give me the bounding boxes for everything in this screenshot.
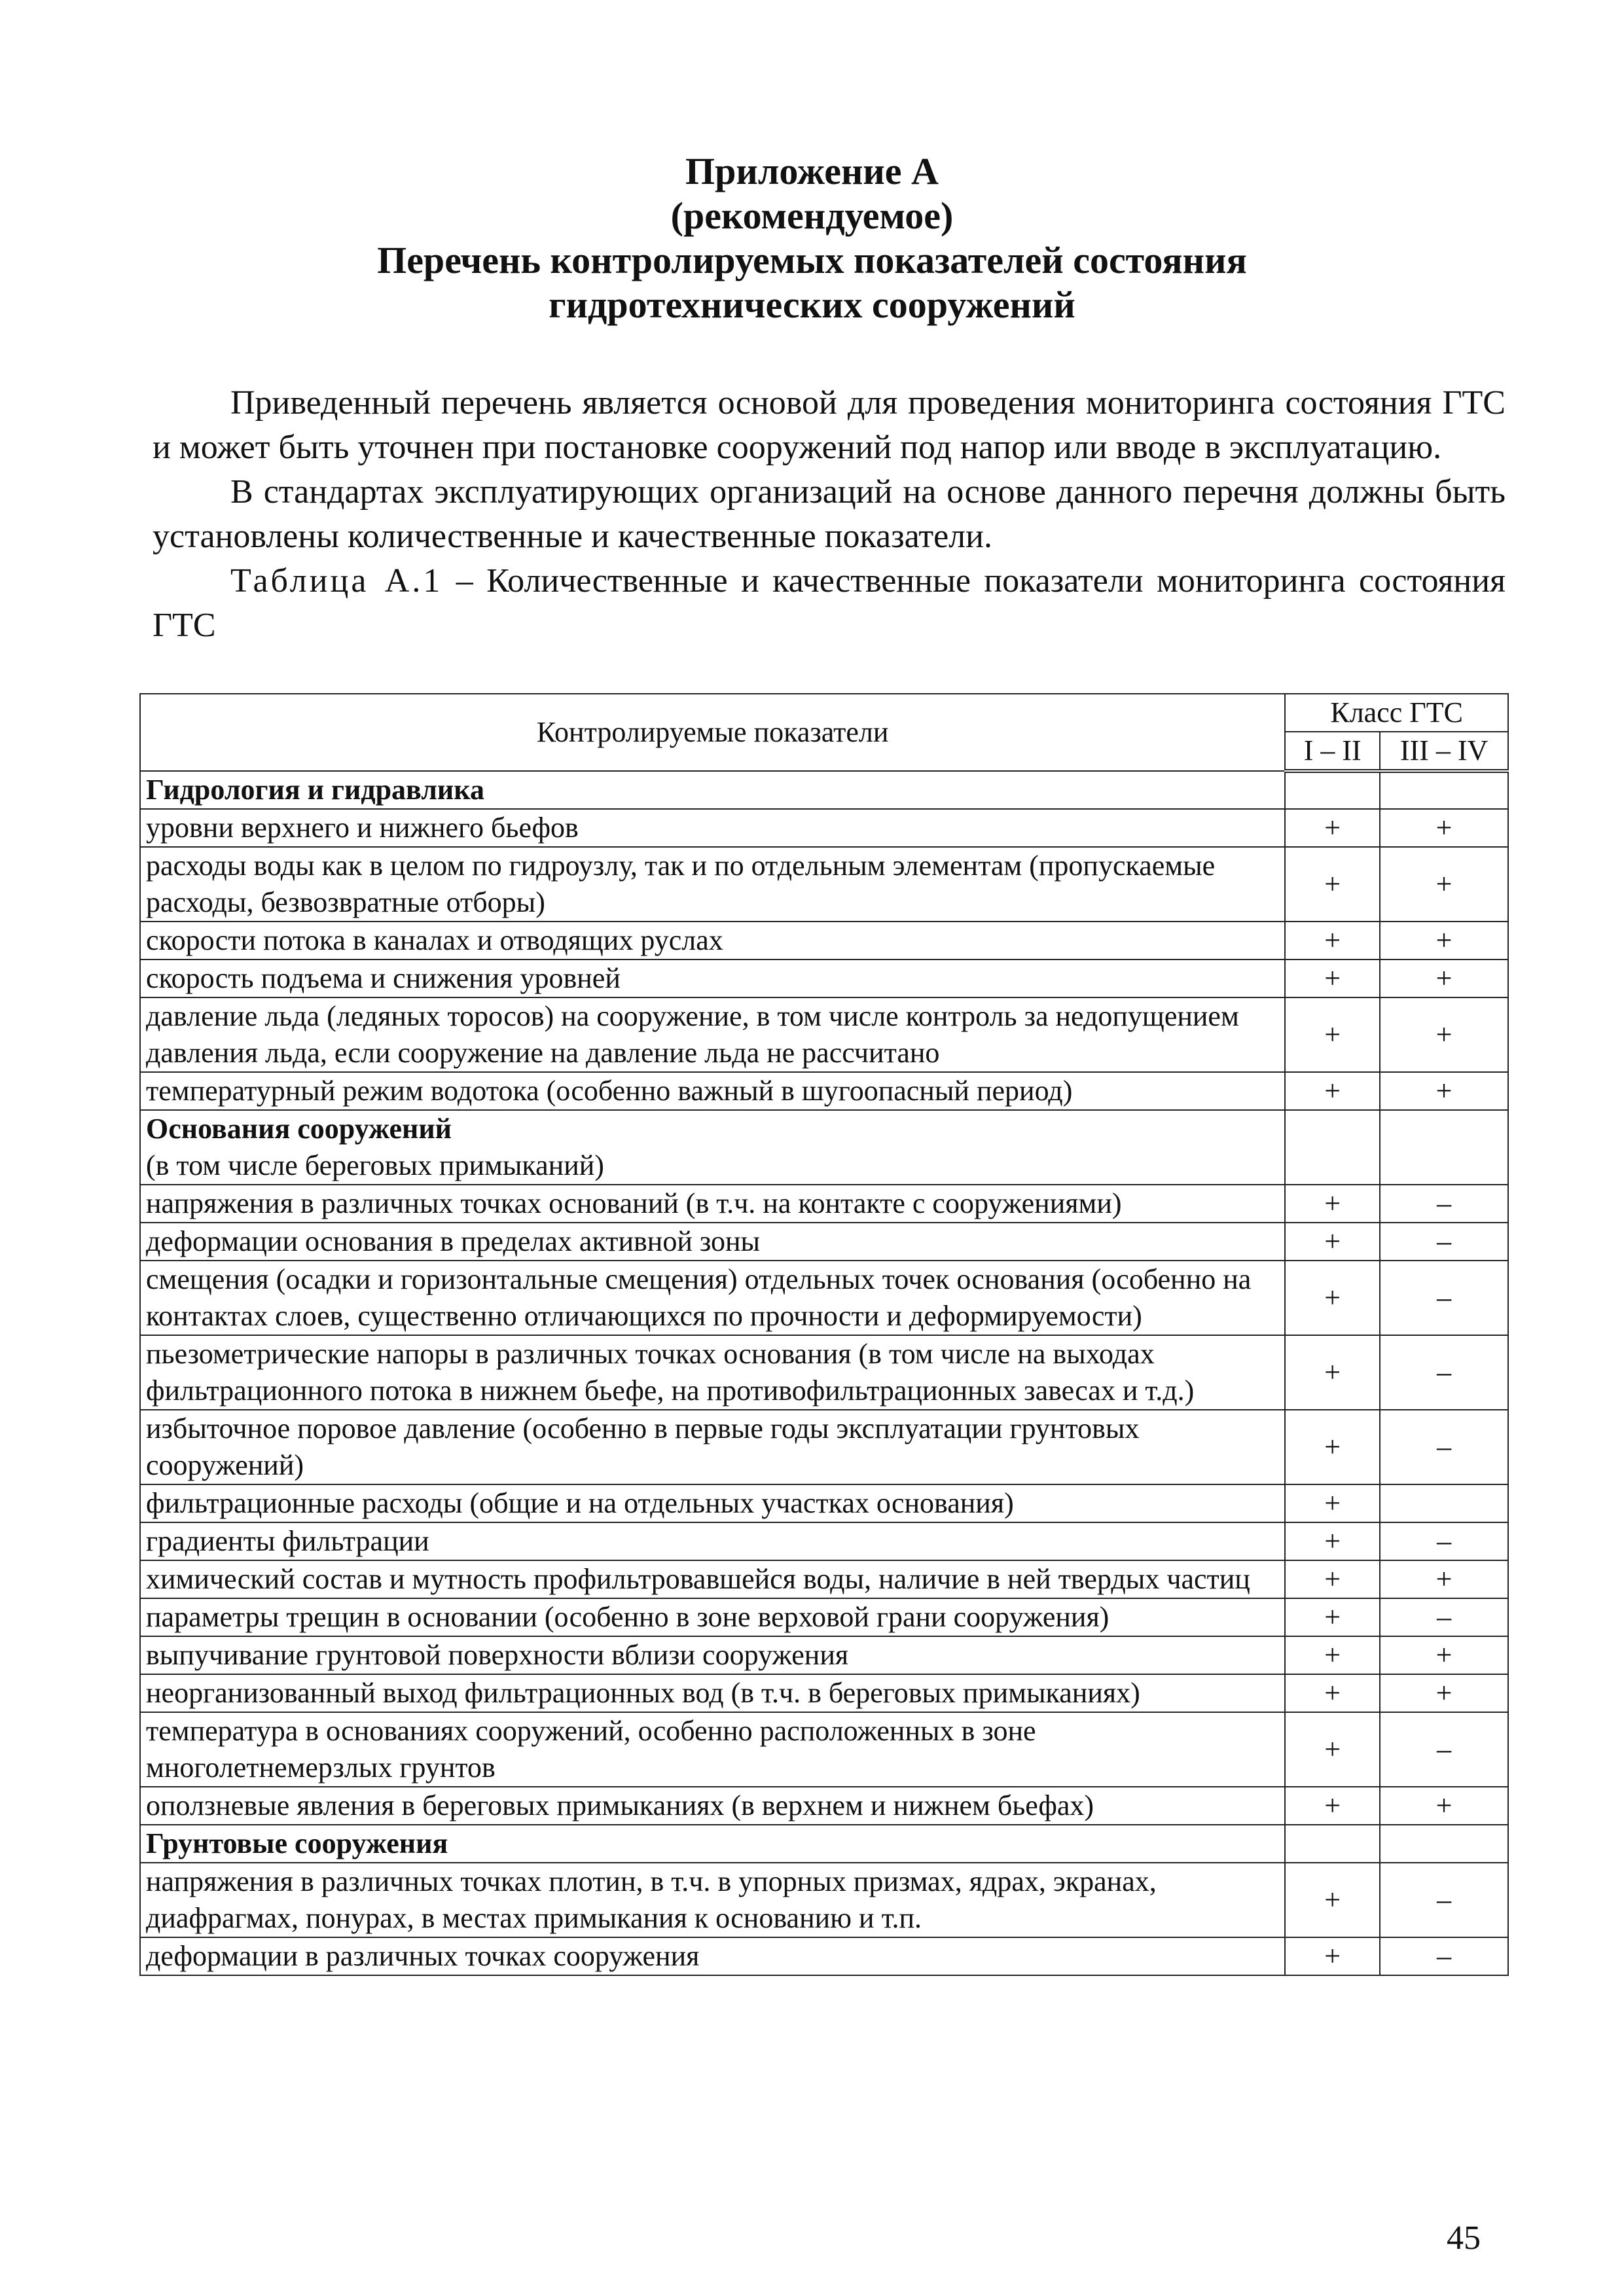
indicator-name: параметры трещин в основании (особенно в зоне верховой грани сооружения)	[140, 1598, 1285, 1636]
class-1-2-mark: +	[1285, 1560, 1380, 1598]
indicator-name: скорость подъема и снижения уровней	[140, 960, 1285, 997]
class-1-2-mark: +	[1285, 1937, 1380, 1975]
class-1-2-mark: +	[1285, 997, 1380, 1072]
class-1-2-mark: +	[1285, 1863, 1380, 1937]
class-3-4-mark: +	[1380, 1072, 1508, 1110]
table-body	[140, 771, 1508, 1975]
table-row	[140, 1185, 1508, 1223]
header-class-1-2: I – II	[1285, 732, 1380, 771]
class-1-2-mark	[1285, 1110, 1380, 1185]
indicator-name: напряжения в различных точках оснований (в т.ч. на контакте с сооружениями)	[140, 1185, 1285, 1223]
class-1-2-mark: +	[1285, 847, 1380, 922]
class-3-4-mark	[1380, 771, 1508, 809]
table-row	[140, 1787, 1508, 1825]
class-3-4-mark	[1380, 1484, 1508, 1522]
table-row	[140, 1261, 1508, 1335]
class-3-4-mark: +	[1380, 1560, 1508, 1598]
section-title-text: Грунтовые сооружения	[146, 1827, 448, 1859]
appendix-subtitle-line2: гидротехнических сооружений	[549, 283, 1075, 326]
appendix-heading	[0, 149, 1624, 327]
indicator-name: выпучивание грунтовой поверхности вблизи сооружения	[140, 1636, 1285, 1674]
indicator-name: уровни верхнего и нижнего бьефов	[140, 809, 1285, 847]
appendix-title: Приложение А	[685, 150, 939, 192]
table-row	[140, 922, 1508, 960]
class-3-4-mark: +	[1380, 1787, 1508, 1825]
class-1-2-mark: +	[1285, 1598, 1380, 1636]
section-subtitle: (в том числе береговых примыканий)	[146, 1149, 604, 1181]
section-row	[140, 771, 1508, 809]
class-1-2-mark	[1285, 1825, 1380, 1863]
indicator-name: смещения (осадки и горизонтальные смещения) отдельных точек основания (особенно на контактах слоев, существенно отличающихся по прочности и деформируемости)	[140, 1261, 1285, 1335]
class-3-4-mark: –	[1380, 1522, 1508, 1560]
class-3-4-mark: +	[1380, 809, 1508, 847]
table-row	[140, 847, 1508, 922]
class-1-2-mark: +	[1285, 1787, 1380, 1825]
class-1-2-mark: +	[1285, 1636, 1380, 1674]
class-1-2-mark: +	[1285, 809, 1380, 847]
class-3-4-mark: –	[1380, 1598, 1508, 1636]
indicator-name: скорости потока в каналах и отводящих руслах	[140, 922, 1285, 960]
class-3-4-mark: –	[1380, 1937, 1508, 1975]
class-3-4-mark: –	[1380, 1223, 1508, 1261]
class-1-2-mark: +	[1285, 1072, 1380, 1110]
table-row	[140, 1522, 1508, 1560]
header-indicators: Контролируемые показатели	[140, 694, 1285, 771]
table-row	[140, 1712, 1508, 1787]
header-class: Класс ГТС	[1285, 694, 1508, 732]
table-row	[140, 997, 1508, 1072]
section-row	[140, 1110, 1508, 1185]
section-title	[140, 1110, 1285, 1185]
indicator-name: температурный режим водотока (особенно важный в шугоопасный период)	[140, 1072, 1285, 1110]
class-3-4-mark: +	[1380, 847, 1508, 922]
table-row	[140, 1484, 1508, 1522]
section-title-text: Гидрология и гидравлика	[146, 774, 484, 806]
appendix-status: (рекомендуемое)	[670, 194, 954, 237]
table-row	[140, 960, 1508, 997]
indicator-name: химический состав и мутность профильтровавшейся воды, наличие в ней твердых частиц	[140, 1560, 1285, 1598]
class-3-4-mark: –	[1380, 1712, 1508, 1787]
indicator-name: давление льда (ледяных торосов) на сооружение, в том числе контроль за недопущением давления льда, если сооружение на давление льда не рассчитано	[140, 997, 1285, 1072]
class-3-4-mark: +	[1380, 1636, 1508, 1674]
section-title	[140, 771, 1285, 809]
indicator-name: температура в основаниях сооружений, особенно расположенных в зоне многолетнемерзлых грунтов	[140, 1712, 1285, 1787]
class-1-2-mark: +	[1285, 1712, 1380, 1787]
table-row	[140, 1410, 1508, 1484]
class-3-4-mark: –	[1380, 1863, 1508, 1937]
table-row	[140, 1674, 1508, 1712]
table-row	[140, 1072, 1508, 1110]
table-row	[140, 1598, 1508, 1636]
section-title-text: Основания сооружений	[146, 1113, 452, 1145]
class-1-2-mark: +	[1285, 922, 1380, 960]
indicator-name: расходы воды как в целом по гидроузлу, так и по отдельным элементам (пропускаемые расходы, безвозвратные отборы)	[140, 847, 1285, 922]
header-class-3-4: III – IV	[1380, 732, 1508, 771]
table-row	[140, 809, 1508, 847]
class-1-2-mark: +	[1285, 1410, 1380, 1484]
class-3-4-mark	[1380, 1110, 1508, 1185]
indicator-name: неорганизованный выход фильтрационных вод (в т.ч. в береговых примыканиях)	[140, 1674, 1285, 1712]
indicator-name: оползневые явления в береговых примыканиях (в верхнем и нижнем бьефах)	[140, 1787, 1285, 1825]
table-row	[140, 1560, 1508, 1598]
class-1-2-mark: +	[1285, 1185, 1380, 1223]
body-text	[153, 381, 1506, 648]
table-row	[140, 1223, 1508, 1261]
section-row	[140, 1825, 1508, 1863]
table-row	[140, 1335, 1508, 1410]
appendix-subtitle-line1: Перечень контролируемых показателей состояния	[377, 239, 1247, 281]
paragraph-standards: В стандартах эксплуатирующих организаций на основе данного перечня должны быть установлены количественные и качественные показатели.	[153, 473, 1506, 555]
class-1-2-mark: +	[1285, 960, 1380, 997]
page-number: 45	[1447, 2219, 1481, 2257]
indicator-name: градиенты фильтрации	[140, 1522, 1285, 1560]
class-3-4-mark: +	[1380, 960, 1508, 997]
class-3-4-mark: –	[1380, 1335, 1508, 1410]
indicator-name: напряжения в различных точках плотин, в т.ч. в упорных призмах, ядрах, экранах, диафрагмах, понурах, в местах примыкания к основанию и т.п.	[140, 1863, 1285, 1937]
class-1-2-mark	[1285, 771, 1380, 809]
table-row	[140, 1937, 1508, 1975]
indicators-table	[139, 693, 1509, 1976]
table-row	[140, 1863, 1508, 1937]
table-caption	[153, 559, 1506, 648]
class-3-4-mark: –	[1380, 1410, 1508, 1484]
indicator-name: деформации основания в пределах активной зоны	[140, 1223, 1285, 1261]
class-3-4-mark: –	[1380, 1261, 1508, 1335]
table-caption-label: Таблица А.1	[230, 562, 443, 600]
class-3-4-mark	[1380, 1825, 1508, 1863]
class-3-4-mark: +	[1380, 997, 1508, 1072]
indicator-name: фильтрационные расходы (общие и на отдельных участках основания)	[140, 1484, 1285, 1522]
class-1-2-mark: +	[1285, 1261, 1380, 1335]
section-title	[140, 1825, 1285, 1863]
table-row	[140, 1636, 1508, 1674]
indicator-name: деформации в различных точках сооружения	[140, 1937, 1285, 1975]
class-3-4-mark: +	[1380, 922, 1508, 960]
class-3-4-mark: +	[1380, 1674, 1508, 1712]
paragraph-intro: Приведенный перечень является основой для проведения мониторинга состояния ГТС и может быть уточнен при постановке сооружений под напор или вводе в эксплуатацию.	[153, 384, 1506, 466]
class-1-2-mark: +	[1285, 1223, 1380, 1261]
class-1-2-mark: +	[1285, 1484, 1380, 1522]
class-1-2-mark: +	[1285, 1674, 1380, 1712]
indicator-name: пьезометрические напоры в различных точках основания (в том числе на выходах фильтрационного потока в нижнем бьефе, на противофильтрационных завесах и т.д.)	[140, 1335, 1285, 1410]
table-caption-text: – Количественные и качественные показатели мониторинга состояния ГТС	[153, 562, 1506, 644]
class-1-2-mark: +	[1285, 1522, 1380, 1560]
class-3-4-mark: –	[1380, 1185, 1508, 1223]
class-1-2-mark: +	[1285, 1335, 1380, 1410]
indicator-name: избыточное поровое давление (особенно в первые годы эксплуатации грунтовых сооружений)	[140, 1410, 1285, 1484]
